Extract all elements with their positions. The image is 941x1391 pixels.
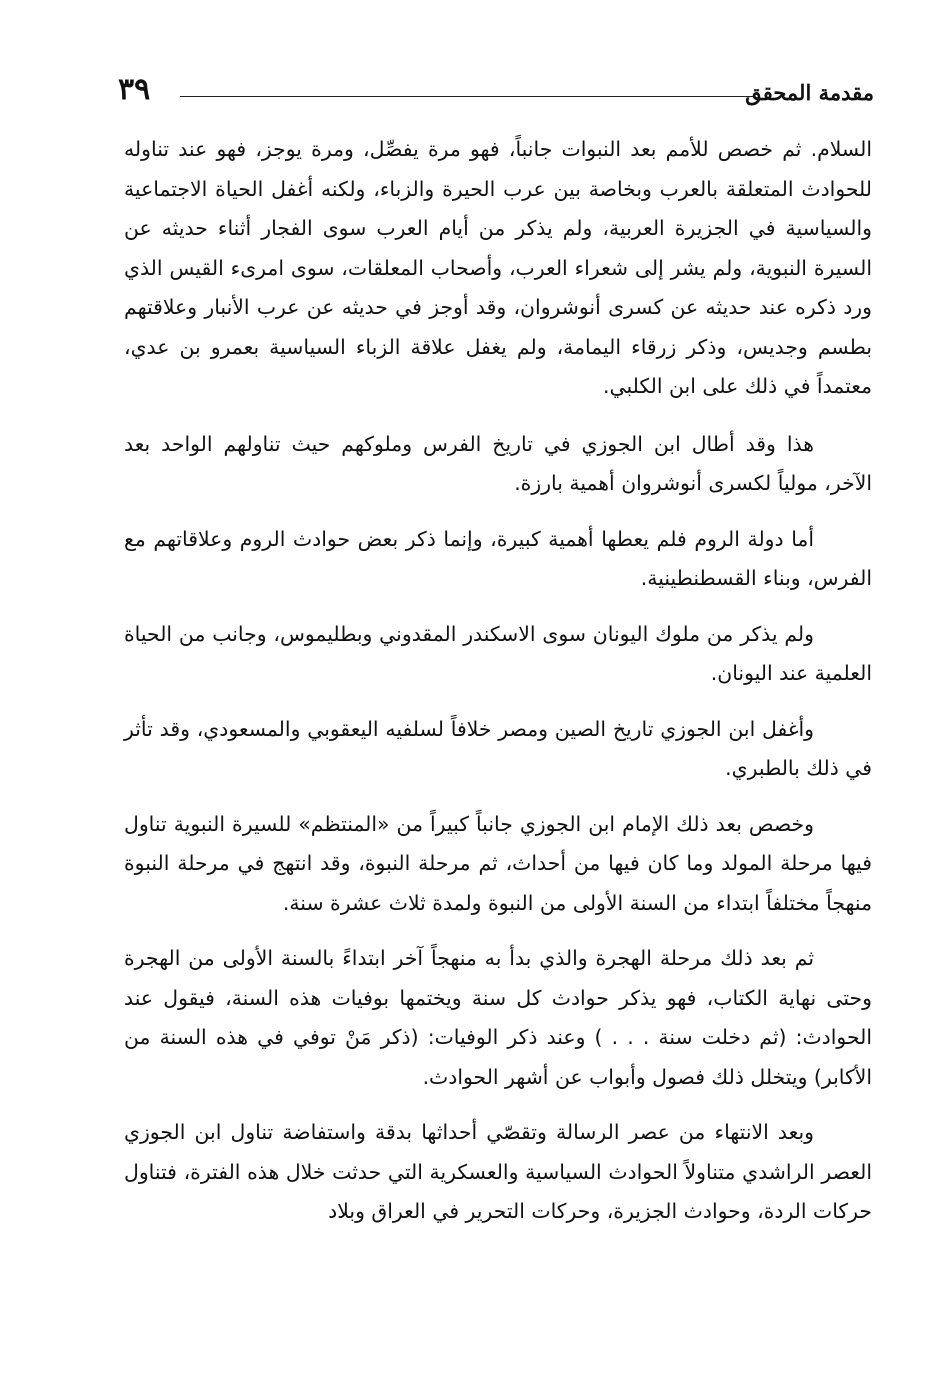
paragraph-2: هذا وقد أطال ابن الجوزي في تاريخ الفرس وملوكهم حيث تناولهم الواحد بعد الآخر، مولياً لكسرى أنوشروان أهمية بارزة. [124, 431, 872, 495]
paragraph-6: وخصص بعد ذلك الإمام ابن الجوزي جانباً كبيراً من «المنتظم» للسيرة النبوية تناول فيها مرحلة المولد وما كان فيها من أحداث، ثم مرحلة النبوة، وقد انتهج في مرحلة النبوة منهجاً مختلفاً ابتداء من السنة الأولى من النبوة ولمدة ثلاث عشرة سنة. [124, 811, 872, 915]
body-text [124, 130, 872, 1248]
running-header [118, 72, 874, 112]
paragraph-4: ولم يذكر من ملوك اليونان سوى الاسكندر المقدوني وبطليموس، وجانب من الحياة العلمية عند اليونان. [124, 621, 872, 685]
paragraph-1: السلام. ثم خصص للأمم بعد النبوات جانباً، فهو مرة يفصِّل، ومرة يوجز، فهو عند تناوله للحوادث المتعلقة بالعرب وبخاصة بين عرب الحيرة والزباء، ولكنه أغفل الحياة الاجتماعية والسياسية في الجزيرة العربية، ولم يذكر من أيام العرب سوى الفجار أثناء حديثه عن السيرة النبوية، ولم يشر إلى شعراء العرب، وأصحاب المعلقات، سوى امرىء القيس الذي ورد ذكره عند حديثه عن كسرى أنوشروان، وقد أوجز في حديثه عن عرب الأنبار وعلاقتهم بطسم وجديس، وذكر زرقاء اليمامة، ولم يغفل علاقة الزباء السياسية بعمرو بن عدي، معتمداً في ذلك على ابن الكلبي. [124, 137, 872, 398]
paragraph-7: ثم بعد ذلك مرحلة الهجرة والذي بدأ به منهجاً آخر ابتداءً بالسنة الأولى من الهجرة وحتى نهاية الكتاب، فهو يذكر حوادث كل سنة ويختمها بوفيات هذه السنة، فيقول عند الحوادث: (ثم دخلت سنة . . . ) وعند ذكر الوفيات: (ذكر مَنْ توفي في هذه السنة من الأكابر) ويتخلل ذلك فصول وأبواب عن أشهر الحوادث. [124, 946, 872, 1089]
chapter-title: مقدمة المحقق [745, 80, 874, 105]
page-number: ٣٩ [118, 72, 151, 107]
paragraph-3: أما دولة الروم فلم يعطها أهمية كبيرة، وإنما ذكر بعض حوادث الروم وعلاقاتهم مع الفرس، وبناء القسطنطينية. [124, 526, 872, 590]
header-rule [180, 96, 754, 97]
paragraph-5: وأغفل ابن الجوزي تاريخ الصين ومصر خلافاً لسلفيه اليعقوبي والمسعودي، وقد تأثر في ذلك بالطبري. [124, 716, 872, 780]
paragraph-8: وبعد الانتهاء من عصر الرسالة وتقصّي أحداثها بدقة واستفاضة تناول ابن الجوزي العصر الراشدي متناولاً الحوادث السياسية والعسكرية التي حدثت خلال هذه الفترة، فتناول حركات الردة، وحوادث الجزيرة، وحركات التحرير في العراق وبلاد [124, 1120, 872, 1223]
